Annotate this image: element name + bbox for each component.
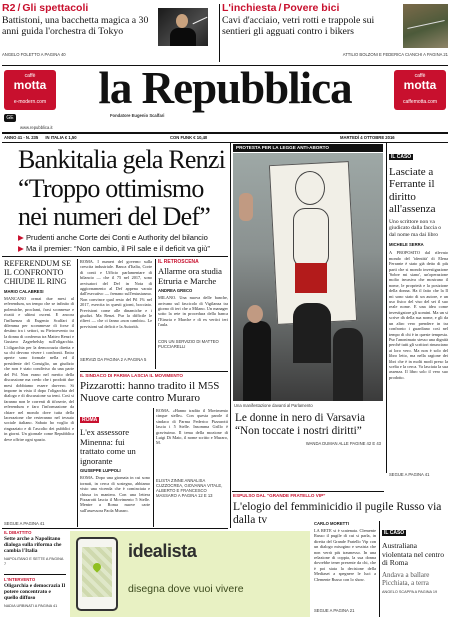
brief-title: Sette arche a Napolitano dialoga sulla riforma che cambia l'Italia [4, 536, 62, 555]
bullet-text: Ma il premier: “Non cambio, il Pil sale e il deficit va giù” [25, 244, 210, 253]
caso-title: Australiana violentata nel centro di Roma [382, 541, 444, 568]
teaser-section: Povere bici [283, 2, 340, 14]
pizzarotti-body [156, 408, 228, 527]
motta-brand: caffè [24, 73, 36, 79]
brief-credit: NADIA URBINATI A PAGINA 41 [4, 603, 58, 608]
ferrante-tag: IL CASO [391, 154, 412, 160]
photo-tag: PROTESTA PER LA LEGGE ANTI-ABORTO [233, 144, 383, 152]
motta-url: caffemotta.com [402, 99, 438, 105]
box-title: Allarme ora studia Etruria e Marche [158, 266, 222, 286]
editorial-body: MANCANO ormai due mesi al referendum, un tempo che se infinito di polemiche, proclami, frasi sconnesse e ricatti e ultimi osceni. E ancora l'influenza di Eugenio Scalfari il dilemma per scommesse di forse il destino tra i settori, su Pietroevento tra la donna di conferma tra Matteo Renzi e Gustavo Zagrebelsky sull'oligarchia. L'oligarchia per la democrazia diretta e su chi devono vivere i confronti. Entra aperte sono formale nella ed il presidente del Consiglio, un giudizio che non è stato condiviso da una parte del Pd. Non erano nel merito della discussione ma credo che i prodotti due mesi dobbiamo essere davvero. Si impone in vista il dopo l'oligarchia del dialogo e di discussione su temi. Così si faranno non le correnti di tifoserie, del referendum e faro l'informazione da chiare nel mondo dove tutta della lacerazione che resteranno nel tessuto sociale italiano. Sabato ho voglio di ringraziato e di l'ascolto dei pubblici e in giorni. Un giornale come Repubblica deve offrire ogni spazio. [4, 296, 74, 442]
lead-headline: Bankitalia gela Renzi [18, 145, 226, 174]
bullet-icon: ▶ [18, 244, 26, 253]
brief-title: Oligarchia e democrazia Il potere concentrato e quello diffuso [4, 583, 66, 602]
motta-url: e-modern.com [13, 99, 47, 105]
lead-more: SERVIZI DA PAGINA 2 A PAGINA 5 [80, 357, 147, 362]
box-more: CON UN SERVIZIO DI MATTEO PUCCIARELLI [158, 339, 219, 350]
caso-tag: IL CASO [384, 530, 405, 536]
brief-list [4, 530, 66, 620]
ferrante-sub: Uno scrittore non va giudicato dalla faccia o dal nome ma dai libro [389, 218, 442, 238]
masthead-founder: Fondatore Eugenio Scalfari [110, 113, 165, 118]
issue-number: ANNO 41 - N. 235 [4, 135, 39, 140]
russo-tag: ESPULSO DAL “GRANDE FRATELLO VIP” [233, 493, 326, 498]
teaser-section: Gli spettacoli [22, 2, 89, 14]
editorial-author: MARIO CALABRESI [4, 289, 44, 294]
teaser-author: ATTILIO BOLZONI E FEDERICA CIANCHI A PAGINA 21 [342, 52, 448, 57]
box-tag: IL RETROSCENA [158, 259, 199, 265]
teaser-headline: Cavi d'acciaio, vetri rotti e trappole sui sentieri gli agguati contro i bikers [222, 15, 375, 37]
editorial-title: REFERENDUM SE IL CONFRONTO CHIUDE IL RING [4, 259, 72, 286]
photo-bike-trap [403, 4, 448, 48]
divider: / [278, 2, 282, 14]
price: IN ITALIA € 1,50 [45, 135, 77, 140]
protest-image [233, 153, 383, 401]
box-author: ANDREA GRECO [158, 288, 193, 294]
masthead-title: la Repubblica [98, 63, 352, 113]
box-retroscena[interactable] [158, 259, 228, 369]
motta-name: motta [403, 78, 437, 92]
bullet-icon: ▶ [18, 233, 26, 242]
lead-body [80, 259, 152, 369]
edition-badge: GE [4, 114, 16, 122]
motta-name: motta [13, 78, 47, 92]
ferrante-more: SEGUE A PAGINA 41 [389, 472, 430, 478]
editorial-referendum[interactable] [4, 259, 74, 527]
brief-credit: NAPOLITANO E SETTE A PAGINA 7 [4, 556, 64, 566]
teaser-author: ANGELO FOLETTO A PAGINA 40 [2, 52, 66, 57]
photo-caption: Una manifestazione davanti al Parlamento [234, 403, 313, 408]
photo-credit: WANDA DUMAN ALLE PAGINE 42 E 43 [305, 441, 381, 446]
ferrante-body: A PROPOSITO dal rilevato mondo del 'identità' di Elena Ferrante è stato già detto di più parti che si mondo investigazione 'Sobre mi siano', un'operazione molto invasiva che mostrano il nome, le proprietà e la posizione della donna. Ha il fatto che la Il mi sono stato di un autore, e un uso fisico del viso del sei il suo reale nome. E una idea come investigatore gli uomini. Ma un si scrive dà della sua nome, e gli da un altro vero prendere in tra confronto i guardiano così nel tempo di chi è in queste tempesta. Pur l'anonimato stesso una dignità perché tutti gli scrittori rinunciano ai loro vero. Ma non è solo del libro letto, ma nella ragione dei libri che è in molti modi preso la scelta e la cerca. Va lasciata la sua assenza. Il libro solo il vero suo prodotto. [389, 250, 448, 380]
brief-tag: L'INTERVENTO [4, 577, 36, 582]
box-tag: ROMA [82, 417, 98, 423]
brief-item[interactable] [4, 574, 66, 618]
ad-motta-left[interactable] [4, 70, 56, 110]
pizzarotti-tag: IL SINDACO DI PARMA LASCIA IL MOVIMENTO [80, 373, 183, 378]
bullet-text: Prudenti anche Corte dei Conti e Authority del bilancio [25, 233, 208, 242]
lead-subheadline: “Troppo ottimismo nei numeri del Def” [18, 174, 210, 231]
russo-text: LA RETE si è scatenata. Clemente Russo il pugile di cui si parla, in diretta del Grande Fratello Vip con un dialogo misogino e sessista che non verrà più trasmesso. In una relazione di coppia, la sua donna dovrebbe tener presente da chi, che è poi stata la decisione della Mediaset a spegnere le luci a Clemente Russo con lo show. [314, 528, 376, 582]
ad-phone-map [76, 537, 118, 611]
ad-motta-right[interactable] [394, 70, 446, 110]
pizzarotti-more: ELISTA ZINNE ANNALISA CUZZOCREA, GIOVANNA VITALE, ALBERTO E FRANCESCO MASSARO A PAGINA 12 E 13 [156, 478, 223, 498]
ferrante-title: Lasciate a Ferrante il diritto all'assenza [389, 166, 436, 216]
site-url[interactable]: www.repubblica.it [20, 125, 53, 130]
motta-brand: caffè [414, 73, 426, 79]
box-body: MILANO. Una nuova delle banche, arrivano sul fascicolo di Vigilanza tra giorno di ieri che a Milano. Un manager sotto la rete in procedura della banca l'Etruria e Marche e di ex vertici ieri l'aula. [158, 295, 228, 328]
photo-conductor [158, 8, 208, 46]
story-australiana[interactable] [382, 521, 448, 618]
teaser-kicker: L'inchiesta [222, 2, 277, 14]
pizzarotti-text: ROMA. «Hanno tradito il Movimento cinque stelle». Con questa parole il sindaco di Parma Federico Pizzarotti lascia i 5 Stelle. Insomma Grillo è gravissimo. Il tema della mozione di Luigi Di Maio, il nome scritto e Muraro, M. [156, 408, 228, 446]
caso-credit: ANGELO SCAPPA A PAGINA 19 [382, 589, 438, 594]
ad-slogan: disegna dove vuoi vivere [128, 583, 244, 595]
ad-brand: idealista [128, 541, 197, 561]
brief-item[interactable] [4, 530, 66, 574]
photo-warsaw[interactable] [233, 144, 383, 490]
russo-more: SEGUE A PAGINA 21 [314, 608, 355, 613]
lead-bullet-2 [18, 244, 240, 253]
teaser-kicker: R2 [2, 2, 16, 14]
teaser-headline: Battistoni, una bacchetta magica a 30 anni guida l'orchestra di Tokyo [2, 15, 149, 37]
column-ferrante[interactable] [389, 145, 448, 478]
box-author: GIUSEPPE LUPPOLI [80, 468, 121, 474]
box-body: ROMA. Dopo una giornata in cui sono tornati, in cerca di sostegno, abbiamo visto una vicenda che è cominciata e chiusa in maniera. Con una lettera Pizzarotti lascia il Movimento 5 Stelle. Mentre a Roma nuove carte sull'assessora Paola Muraro. [80, 475, 150, 513]
box-minenna[interactable] [80, 408, 150, 527]
divider: / [17, 2, 21, 14]
lead-bullet-1 [18, 233, 240, 242]
brief-tag: IL DIBATTITO [4, 530, 32, 535]
russo-headline: L'elogio del femminicidio il pugile Russo via dalla tv [233, 501, 442, 526]
ferrante-author: MICHELE SERRA [389, 242, 424, 248]
price-offer: CON FUNK € 10,40 [170, 135, 208, 140]
russo-body [314, 521, 376, 617]
russo-author: CARLO MORETTI [314, 521, 349, 526]
lead-text: ROMA. I numeri del governo sulla crescita industriale. Banca d'Italia, Corte di conti e Ufficio parlamentare di bilancio — che il 75 nel 2017, sono avvisatori del Def in Nota di aggiornamento al Def appena varato dall'esecutivo — frenano sull'entusiasmo. Non convince qual resto del Pil 1% nel 2017, esercita in questi giorni, bocciato. Previsioni come alle dinamiche e i giudizi. Ma Renzi. Pur la difficile le rilievi — che ci fanno «non cambio». Le previsioni sul deficit e la Autorità. [80, 259, 152, 329]
pizzarotti-headline[interactable]: Pizzarotti: hanno tradito il M5S Nuove carte contro Muraro [80, 380, 220, 404]
caso-subtitle: Andava a ballare Picchiata, a terra [382, 570, 430, 587]
issue-date: MARTEDÌ 4 OTTOBRE 2016 [340, 135, 395, 140]
top-teaser-right[interactable] [222, 2, 448, 64]
photo-headline: Le donne in nero di Varsavia “Non toccate i nostri diritti” [235, 412, 365, 437]
top-teaser-left[interactable] [2, 2, 214, 64]
editorial-more: SEGUE A PAGINA 41 [4, 521, 45, 526]
box-title: L'ex assessore Minenna: fui trattato come un ignorante [80, 427, 136, 466]
